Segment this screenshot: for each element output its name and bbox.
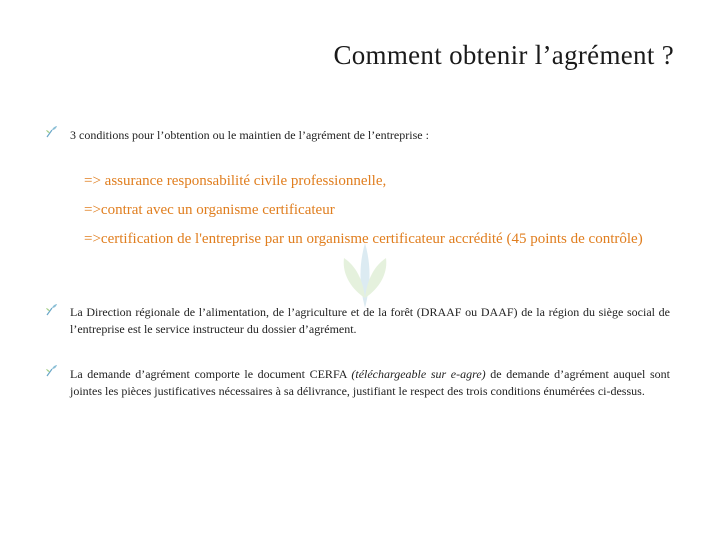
condition-contract: =>contrat avec un organisme certificateur [84, 202, 335, 218]
leaf-sprig-icon [44, 363, 60, 379]
condition-insurance: => assurance responsabilité civile professionnelle, [84, 173, 387, 189]
condition-certification: =>certification de l'entreprise par un organisme certificateur accrédité (45 points de contrôle) [84, 231, 643, 247]
bullet-draaf: La Direction régionale de l’alimentation, de l’agriculture et de la forêt (DRAAF ou DAAF) de la région du siège social de l’entreprise est le service instructeur du dossier d’agrément. [70, 305, 670, 336]
leaf-sprig-icon [44, 124, 60, 140]
leaf-logo-icon [330, 228, 400, 313]
cerfa-link-note: (téléchargeable sur e-agre) [351, 367, 486, 381]
cerfa-text-before: La demande d’agrément comporte le document CERFA [70, 367, 347, 381]
cerfa-text-after: de demande d’agrément auquel sont jointes les pièces justificatives nécessaires à sa délivrance, justifiant le respect des trois conditions énumérées ci-dessus. [70, 367, 671, 398]
bullet-cerfa [70, 366, 670, 400]
bullet-conditions-intro: 3 conditions pour l’obtention ou le maintien de l’agrément de l’entreprise : [70, 128, 429, 142]
page-title: Comment obtenir l’agrément ? [333, 40, 674, 70]
leaf-sprig-icon [44, 302, 60, 318]
